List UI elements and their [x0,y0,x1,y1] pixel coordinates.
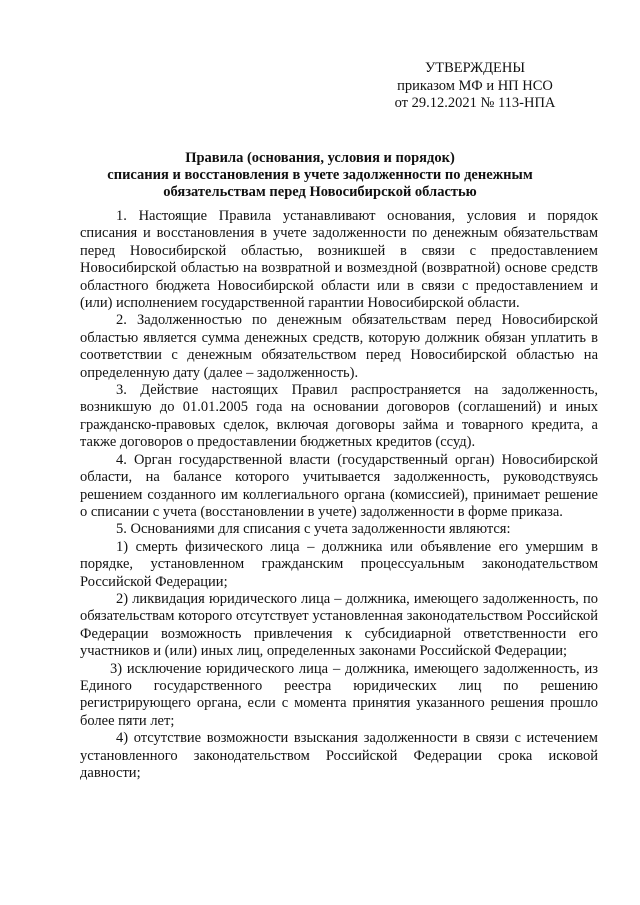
paragraph-4: 4. Орган государственной власти (государственный орган) Новосибирской области, на балансе которого учитывается задолженность, руководствуясь решением созданного им коллегиального органа (комиссией), принимает решение о списании с учета (восстановлении в учете) задолженности в форме приказа. [80,451,598,520]
list-item-1: 1) смерть физического лица – должника или объявление его умершим в порядке, установленном гражданским процессуальным законодательством Российской Федерации; [80,538,598,590]
list-item-3: 3) исключение юридического лица – должника, имеющего задолженность, из Единого государственного реестра юридических лиц по решению регистрирующего органа, если с момента принятия указанного решения прошло более пяти лет; [80,660,598,729]
paragraph-1: 1. Настоящие Правила устанавливают основания, условия и порядок списания и восстановления в учете задолженности по денежным обязательствам перед Новосибирской областью, возникшей в связи с предоставлением Новосибирской областью на возвратной и возмездной (возвратной) основе средств областного бюджета Новосибирской области или в связи с предоставлением и (или) исполнением государственной гарантии Новосибирской области. [80,208,598,312]
approval-stamp [380,60,570,113]
paragraph-5: 5. Основаниями для списания с учета задолженности являются: [116,521,511,538]
list-item-4: 4) отсутствие возможности взыскания задолженности в связи с истечением установленного законодательством Российской Федерации срока исковой давности; [80,730,598,781]
paragraph-3: 3. Действие настоящих Правил распространяется на задолженность, возникшую до 01.01.2005 года на основании договоров (соглашений) и иных гражданско-правовых сделок, включая договоры займа и товарного кредита, а также договоров о предоставлении бюджетных кредитов (ссуд). [80,382,598,451]
list-item-2: 2) ликвидация юридического лица – должника, имеющего задолженность, по обязательствам которого отсутствует установленная законодательством Российской Федерации возможность привлечения к субсидиарной ответственности его участников и (или) иных лиц, определенных законами Российской Федерации; [80,590,598,660]
title-line-2: списания и восстановления в учете задолженности по денежным [107,167,533,183]
approval-line-3: от 29.12.2021 № 113-НПА [394,95,556,111]
approval-line-1: УТВЕРЖДЕНЫ [424,60,526,76]
title-line-1: Правила (основания, условия и порядок) [185,150,455,166]
title-line-3: обязательствам перед Новосибирской областью [163,184,477,200]
paragraph-2: 2. Задолженностью по денежным обязательствам перед Новосибирской областью является сумма денежных средств, которую должник обязан уплатить в соответствии с денежным обязательством перед Новосибирской областью на определенную дату (далее – задолженность). [80,312,598,381]
approval-line-2: приказом МФ и НП НСО [397,77,553,94]
document-body [80,208,598,782]
document-title [80,150,560,201]
